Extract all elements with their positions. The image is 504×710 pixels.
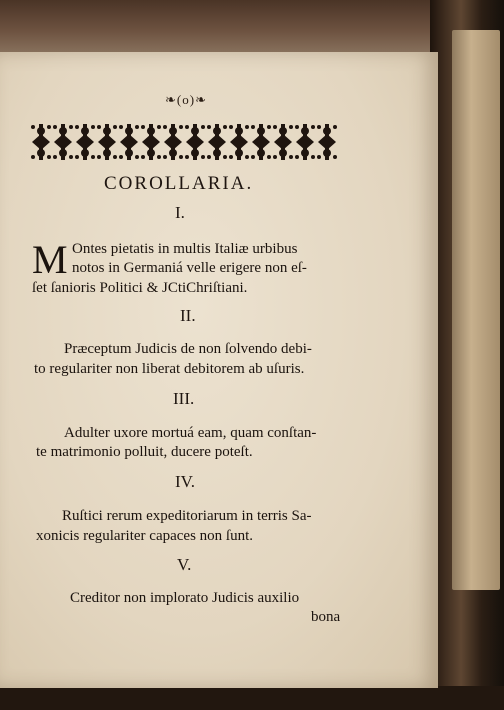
numeral-2: II. (180, 306, 196, 325)
item-1-line-3: ſet ſanioris Politici & JCtiChriſtiani. (32, 280, 248, 296)
item-4-line-2: xonicis regulariter capaces non ſunt. (36, 528, 254, 544)
item-4-line-1: Ruſtici rerum expeditoriarum in terris Sa- (62, 508, 312, 524)
page-heading: COROLLARIA. (104, 173, 254, 194)
item-1-line-2: notos in Germaniá velle erigere non eſ- (72, 260, 307, 276)
item-3-line-1: Adulter uxore mortuá eam, quam conſtan- (64, 425, 317, 441)
item-3-line-2: te matrimonio polluit, ducere poteſt. (36, 444, 253, 460)
bottom-shadow (0, 686, 504, 710)
numeral-1: I. (175, 203, 185, 222)
numeral-4: IV. (175, 472, 195, 491)
item-5-line-2: bona (311, 609, 341, 625)
drop-cap: M (32, 237, 68, 282)
item-2-line-2: to regulariter non liberat debitorem ab uſuris. (34, 361, 305, 377)
top-ornament-icon: ❧(o)❧ (165, 92, 207, 107)
item-5-line-1: Creditor non implorato Judicis auxilio (70, 590, 300, 606)
item-1-line-1: Ontes pietatis in multis Italiæ urbibus (72, 241, 298, 257)
numeral-3: III. (173, 389, 195, 408)
item-2-line-1: Præceptum Judicis de non ſolvendo debi- (64, 341, 312, 357)
book-top-edge (0, 0, 440, 56)
numeral-5: V. (177, 555, 192, 574)
decorative-band-icon (30, 120, 338, 164)
rear-pages (452, 30, 500, 590)
